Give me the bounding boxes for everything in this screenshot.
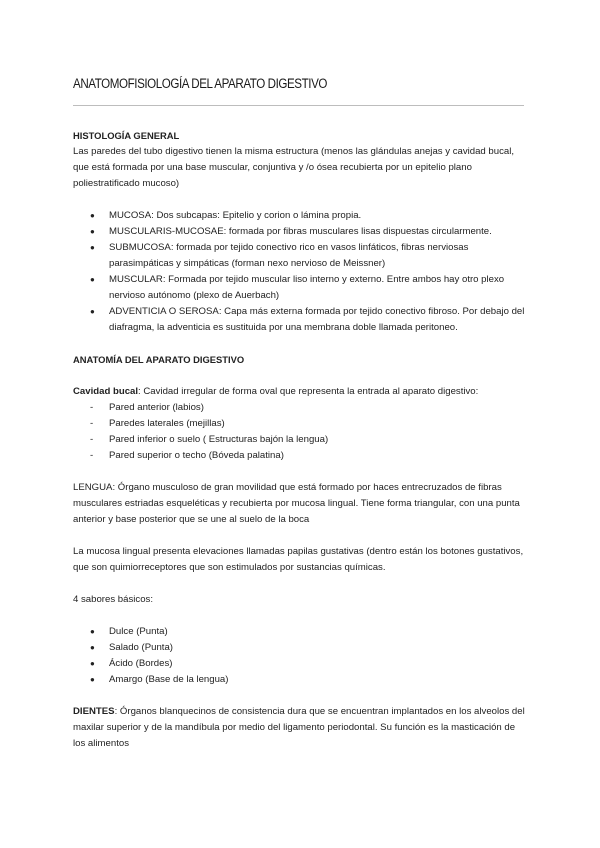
- list-item: ● MUCOSA: Dos subcapas: Epitelio y corion o lámina propia.: [109, 208, 529, 224]
- cavidad-bucal-label: Cavidad bucal: [73, 386, 139, 397]
- list-item: ● SUBMUCOSA: formada por tejido conectivo rico en vasos linfáticos, fibras nerviosas parasimpáticas y simpáticas (forman nexo nervioso de Meissner): [109, 240, 529, 272]
- histologia-intro: Las paredes del tubo digestivo tienen la misma estructura (menos las glándulas anejas y cavidad bucal, que está formada por una base muscular, conjuntiva y /o ósea recubierta por un epitelio plano poliestratificado mucoso): [73, 146, 515, 189]
- layers-list: [73, 208, 529, 336]
- dientes-text: : Órganos blanquecinos de consistencia dura que se encuentran implantados en los alveolos del maxilar superior y de la mandíbula por medio del ligamento periodontal. Su función es la masticación de los alimentos: [73, 706, 525, 749]
- list-item: - Pared superior o techo (Bóveda palatina): [109, 448, 529, 464]
- dientes-label: DIENTES: [73, 706, 115, 717]
- list-item: ● Ácido (Bordes): [109, 656, 529, 672]
- cavidad-bucal-text: : Cavidad irregular de forma oval que representa la entrada al aparato digestivo:: [138, 386, 479, 397]
- list-item: ● Amargo (Base de la lengua): [109, 672, 529, 688]
- dientes-paragraph: [73, 704, 529, 752]
- title-divider: [73, 105, 524, 106]
- cavidad-list: [73, 400, 529, 464]
- lengua-paragraph: LENGUA: Órgano musculoso de gran movilidad que está formado por haces entrecruzados de fibras musculares estriadas esqueléticas y recubierta por mucosa lingual. Tiene forma triangular, con una punta anterior y base posterior que se une al suelo de la boca: [73, 482, 520, 525]
- list-item: ● MUSCULARIS-MUCOSAE: formada por fibras musculares lisas dispuestas circularmente.: [109, 224, 529, 240]
- list-item: ● MUSCULAR: Formada por tejido muscular liso interno y externo. Entre ambos hay otro plexo nervioso autónomo (plexo de Auerbach): [109, 272, 529, 304]
- list-item: - Paredes laterales (mejillas): [109, 416, 529, 432]
- cavidad-bucal-paragraph: [73, 384, 529, 400]
- list-item: ● ADVENTICIA O SEROSA: Capa más externa formada por tejido conectivo fibroso. Por debajo del diafragma, la adventicia es sustituida por una membrana doble llamada peritoneo.: [109, 304, 529, 336]
- section-heading-histologia: HISTOLOGÍA GENERAL: [73, 130, 180, 141]
- sabores-heading: 4 sabores básicos:: [73, 594, 153, 605]
- list-item: ● Dulce (Punta): [109, 624, 529, 640]
- mucosa-paragraph: La mucosa lingual presenta elevaciones llamadas papilas gustativas (dentro están los botones gustativos, que son quimiorreceptores que son estimulados por sustancias químicas.: [73, 546, 524, 573]
- list-item: - Pared inferior o suelo ( Estructuras bajón la lengua): [109, 432, 529, 448]
- document-body: [73, 128, 529, 752]
- page-title: ANATOMOFISIOLOGÍA DEL APARATO DIGESTIVO: [73, 76, 327, 91]
- list-item: ● Salado (Punta): [109, 640, 529, 656]
- section-heading-anatomia: ANATOMÍA DEL APARATO DIGESTIVO: [73, 354, 245, 365]
- sabores-list: [73, 624, 529, 688]
- list-item: - Pared anterior (labios): [109, 400, 529, 416]
